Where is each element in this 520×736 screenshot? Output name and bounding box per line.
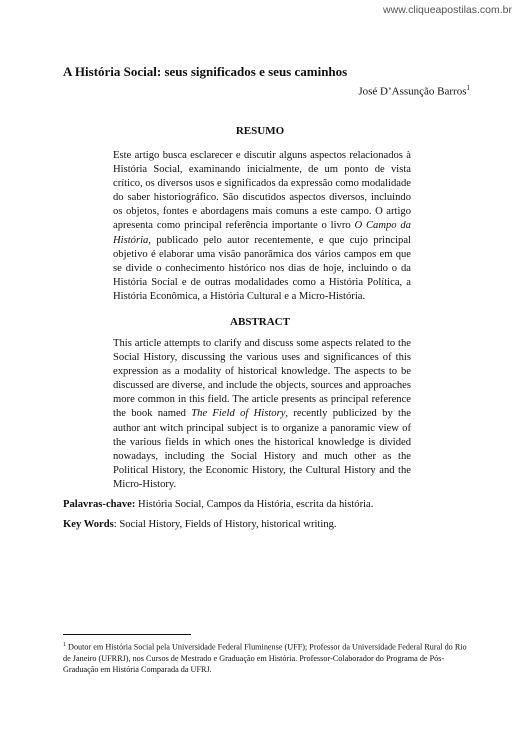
abstract-book-title: The Field of History	[191, 408, 286, 420]
footnote-divider	[63, 634, 191, 635]
abstract-paragraph	[113, 337, 411, 492]
key-words-value: Social History, Fields of History, historical writing.	[119, 519, 337, 530]
article-title: A História Social: seus significados e seus caminhos	[63, 64, 348, 79]
footnote-marker: 1	[63, 642, 66, 648]
site-url: www.cliqueapostilas.com.br	[383, 4, 512, 16]
resumo-heading: RESUMO	[235, 125, 285, 137]
resumo-paragraph	[113, 149, 411, 304]
palavras-chave-value: História Social, Campos da História, escrita da história.	[138, 499, 374, 510]
footnote	[63, 640, 468, 675]
palavras-chave-label: Palavras-chave	[63, 499, 132, 510]
author-name: José D’Assunção Barros	[358, 85, 467, 98]
resumo-text-after: , publicado pelo autor recentemente, e que cujo principal objetivo é elaborar uma visão panorâmica dos vários campos em que se divide o conhecimento histórico nos dias de hoje, incluindo o da História Social e de outras modalidades como a História Política, a História Econômica, a História Cultural e a Micro-História.	[113, 234, 411, 302]
author-footnote-ref: 1	[466, 84, 470, 92]
palavras-chave: Palavras-chave: História Social, Campos da História, escrita da história.	[63, 499, 374, 510]
key-words-label: Key Words	[63, 519, 114, 530]
resumo-text-before: Este artigo busca esclarecer e discutir alguns aspectos relacionados à História Social, examinando inicialmente, de um ponto de vista crítico, os diversos usos e significados da expressão como modalidade do saber historiográfico. São discutidos aspectos diversos, incluindo os objetos, fontes e abordagens mais comuns a este campo. O artigo apresenta como principal referência importante o livro	[113, 150, 411, 232]
footnote-text: Doutor em História Social pela Universidade Federal Fluminense (UFF); Professor da Universidade Federal Rural do Rio de Janeiro (UFRRJ), nos Cursos de Mestrado e Graduação em História. Professor-Colaborador do Programa de Pós-Graduação em História Comparada da UFRJ.	[63, 642, 467, 674]
abstract-heading: ABSTRACT	[230, 316, 290, 328]
key-words: Key Words: Social History, Fields of History, historical writing.	[63, 519, 337, 530]
author	[358, 84, 470, 98]
abstract-text-after: , recently publicized by the author ant witch principal subject is to organize a panoramic view of the various fields in which ones the historical knowledge is divided nowadays, including the Social History and much other as the Political History, the Economic History, the Cultural History and the Micro-History.	[113, 408, 411, 490]
abstract-text-before: This article attempts to clarify and discuss some aspects related to the Social History, discussing the various uses and significances of this expression as a modality of historical knowledge. The aspects to be discussed are diverse, and include the objects, sources and approaches more common in this field. The article presents as principal reference the book named	[113, 338, 411, 420]
resumo-book-title: O Campo da História	[113, 220, 411, 246]
